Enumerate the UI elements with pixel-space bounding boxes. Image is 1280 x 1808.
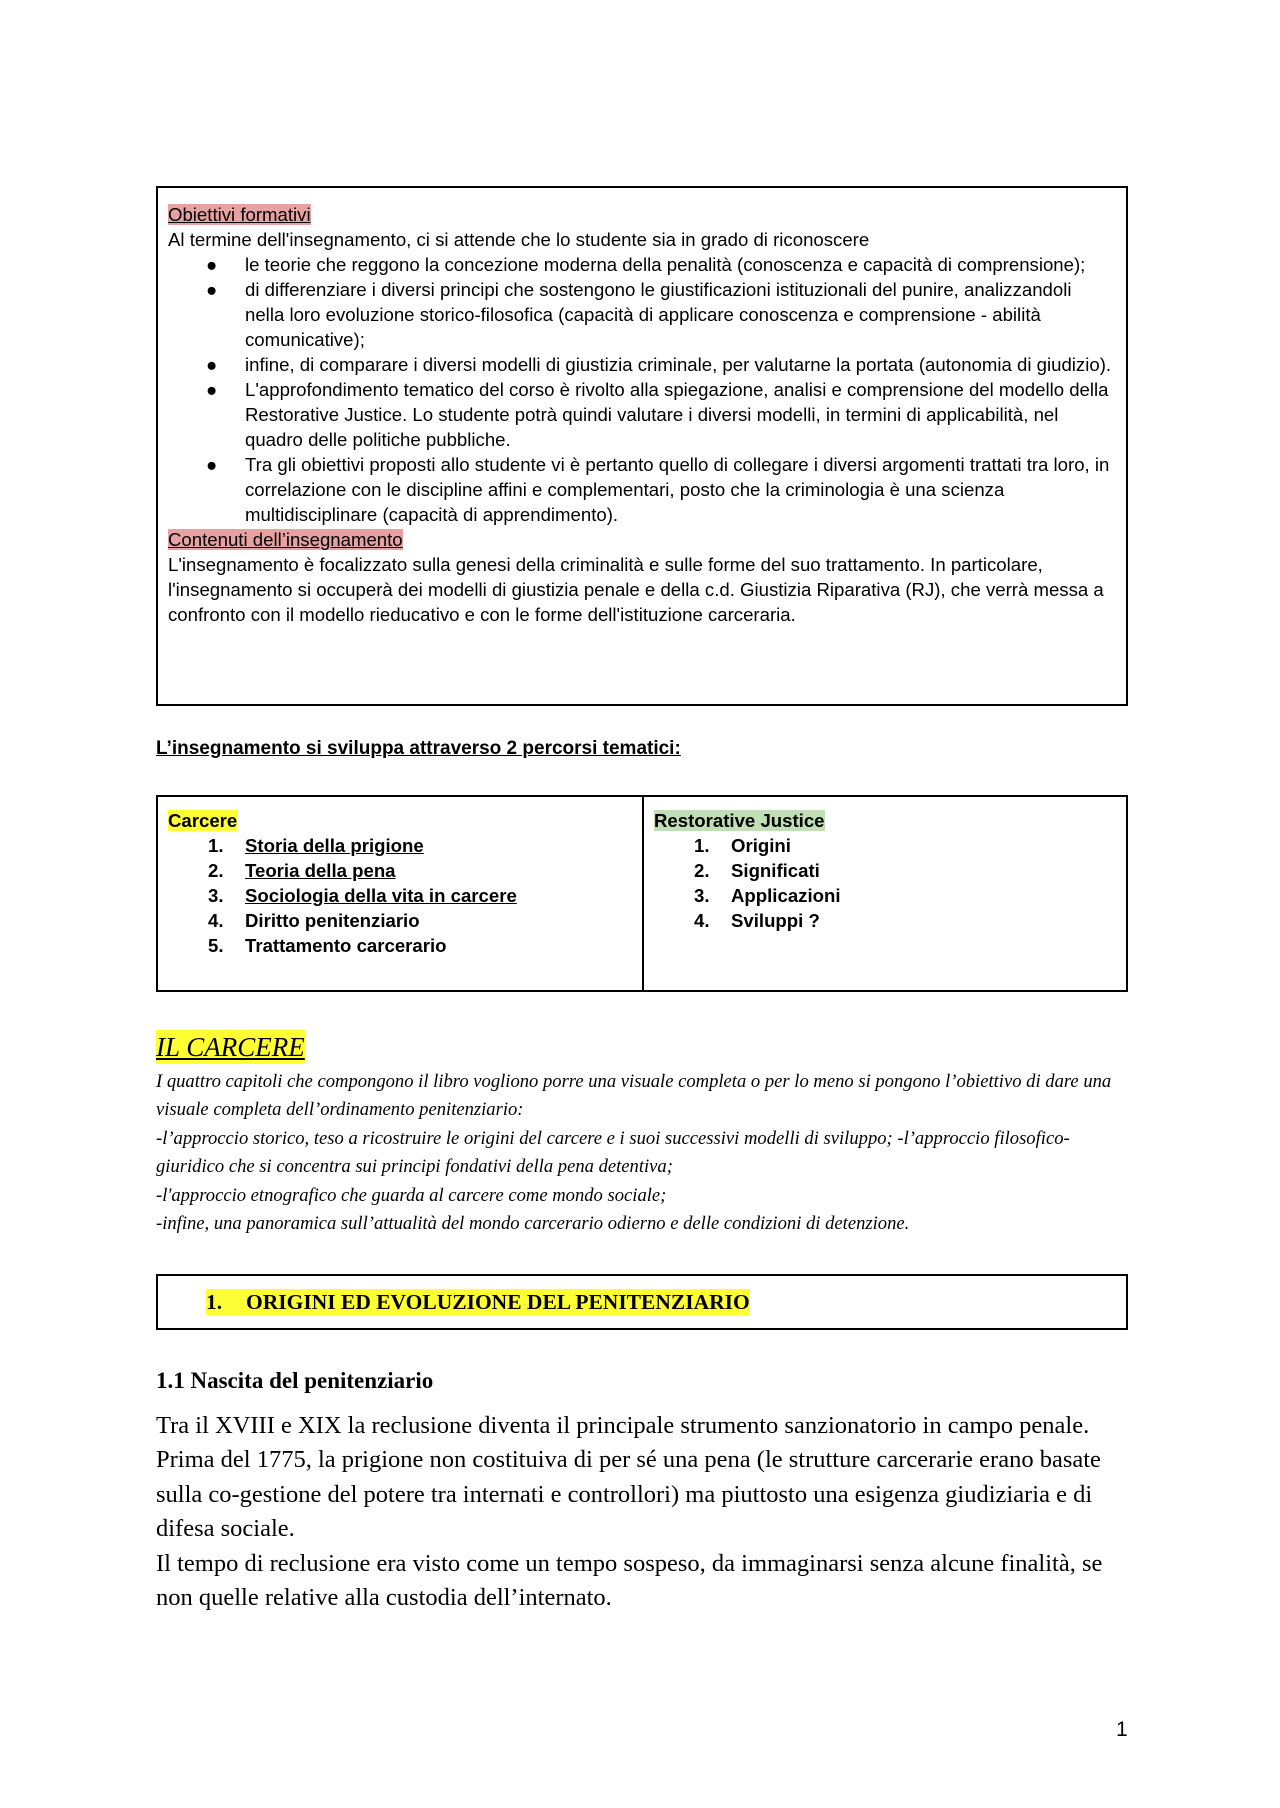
bullet-icon: ● [206, 454, 218, 475]
objectives-intro: Al termine dell'insegnamento, ci si attende che lo studente sia in grado di riconoscere [168, 229, 870, 250]
paragraph: Prima del 1775, la prigione non costituiva di per sé una pena (le strutture carcerarie erano basate sulla co-gestione del potere tra internati e controllori) ma piuttosto una esigenza giudiziaria e di difesa sociale. [156, 1446, 1101, 1543]
section-body [156, 1409, 1136, 1615]
objective-item: ● le teorie che reggono la concezione moderna della penalità (conoscenza e capacità di comprensione); [206, 254, 1086, 275]
list-item: 5. Trattamento carcerario [208, 935, 447, 956]
carcere-heading: IL CARCERE [156, 1032, 305, 1062]
carcere-list [168, 833, 632, 958]
bullet-icon: ● [206, 254, 218, 275]
rj-column [642, 797, 1126, 990]
contents-text: L'insegnamento è focalizzato sulla genesi della criminalità e sulle forme del suo trattamento. In particolare, l'insegnamento si occuperà dei modelli di giustizia penale e della c.d. Giustizia Riparativa (RJ), che verrà messa a confronto con il modello rieducativo e con le forme dell'istituzione carceraria. [168, 554, 1104, 625]
objective-item: ● L'approfondimento tematico del corso è rivolto alla spiegazione, analisi e comprensione del modello della Restorative Justice. Lo studente potrà quindi valutare i diversi modelli, in termini di applicabilità, nel quadro delle politiche pubbliche. [206, 379, 1109, 450]
intro-line: -l’approccio storico, teso a ricostruire le origini del carcere e i suoi successivi modelli di sviluppo; -l’approccio filosofico-giuridico che si concentra sui principi fondativi della pena detentiva; [156, 1127, 1070, 1178]
carcere-column-title: Carcere [168, 810, 238, 831]
bullet-icon: ● [206, 279, 218, 300]
objective-item: ● di differenziare i diversi principi che sostengono le giustificazioni istituzionali del punire, analizzandoli nella loro evoluzione storico-filosofica (capacità di applicare conoscenza e comprensione - abilità comunicative); [206, 279, 1072, 350]
objective-item: ● Tra gli obiettivi proposti allo studente vi è pertanto quello di collegare i diversi argomenti trattati tra loro, in correlazione con le discipline affini e complementari, posto che la criminologia è una scienza multidisciplinare (capacità di apprendimento). [206, 454, 1110, 525]
bullet-icon: ● [206, 379, 218, 400]
objectives-heading: Obiettivi formativi [168, 204, 311, 225]
paths-title: L’insegnamento si sviluppa attraverso 2 percorsi tematici: [156, 738, 681, 759]
intro-line: I quattro capitoli che compongono il libro vogliono porre una visuale completa o per lo meno si pongono l’obiettivo di dare una visuale completa dell’ordinamento penitenziario: [156, 1071, 1112, 1121]
intro-line: -l'approccio etnografico che guarda al carcere come mondo sociale; [156, 1184, 667, 1206]
rj-column-title: Restorative Justice [654, 810, 825, 831]
contents-heading: Contenuti dell’insegnamento [168, 529, 403, 550]
list-item: 2. Significati [694, 860, 820, 881]
page-number: 1 [1116, 1718, 1128, 1741]
carcere-intro [156, 1068, 1128, 1238]
list-item: 2. Teoria della pena [208, 860, 396, 881]
chapter-box [156, 1274, 1128, 1330]
carcere-column [158, 797, 642, 990]
list-item: 4. Sviluppi ? [694, 910, 820, 931]
list-item: 1. Origini [694, 835, 791, 856]
objective-item: ● infine, di comparare i diversi modelli di giustizia criminale, per valutarne la portata (autonomia di giudizio). [206, 354, 1112, 375]
bullet-icon: ● [206, 354, 218, 375]
intro-line: -infine, una panoramica sull’attualità del mondo carcerario odierno e delle condizioni di detenzione. [156, 1213, 910, 1235]
section-heading: 1.1 Nascita del penitenziario [156, 1368, 434, 1393]
objectives-list [168, 252, 1116, 527]
list-item: 4. Diritto penitenziario [208, 910, 420, 931]
list-item: 1. Storia della prigione [208, 835, 424, 856]
paths-table [156, 795, 1128, 992]
paragraph: Il tempo di reclusione era visto come un tempo sospeso, da immaginarsi senza alcune finalità, se non quelle relative alla custodia dell’internato. [156, 1549, 1103, 1612]
chapter-title: 1. ORIGINI ED EVOLUZIONE DEL PENITENZIARIO [206, 1290, 750, 1314]
list-item: 3. Applicazioni [694, 885, 841, 906]
paragraph: Tra il XVIII e XIX la reclusione diventa il principale strumento sanzionatorio in campo penale. [156, 1412, 1090, 1439]
course-info-box [156, 186, 1128, 706]
list-item: 3. Sociologia della vita in carcere [208, 885, 517, 906]
rj-list [654, 833, 1116, 933]
